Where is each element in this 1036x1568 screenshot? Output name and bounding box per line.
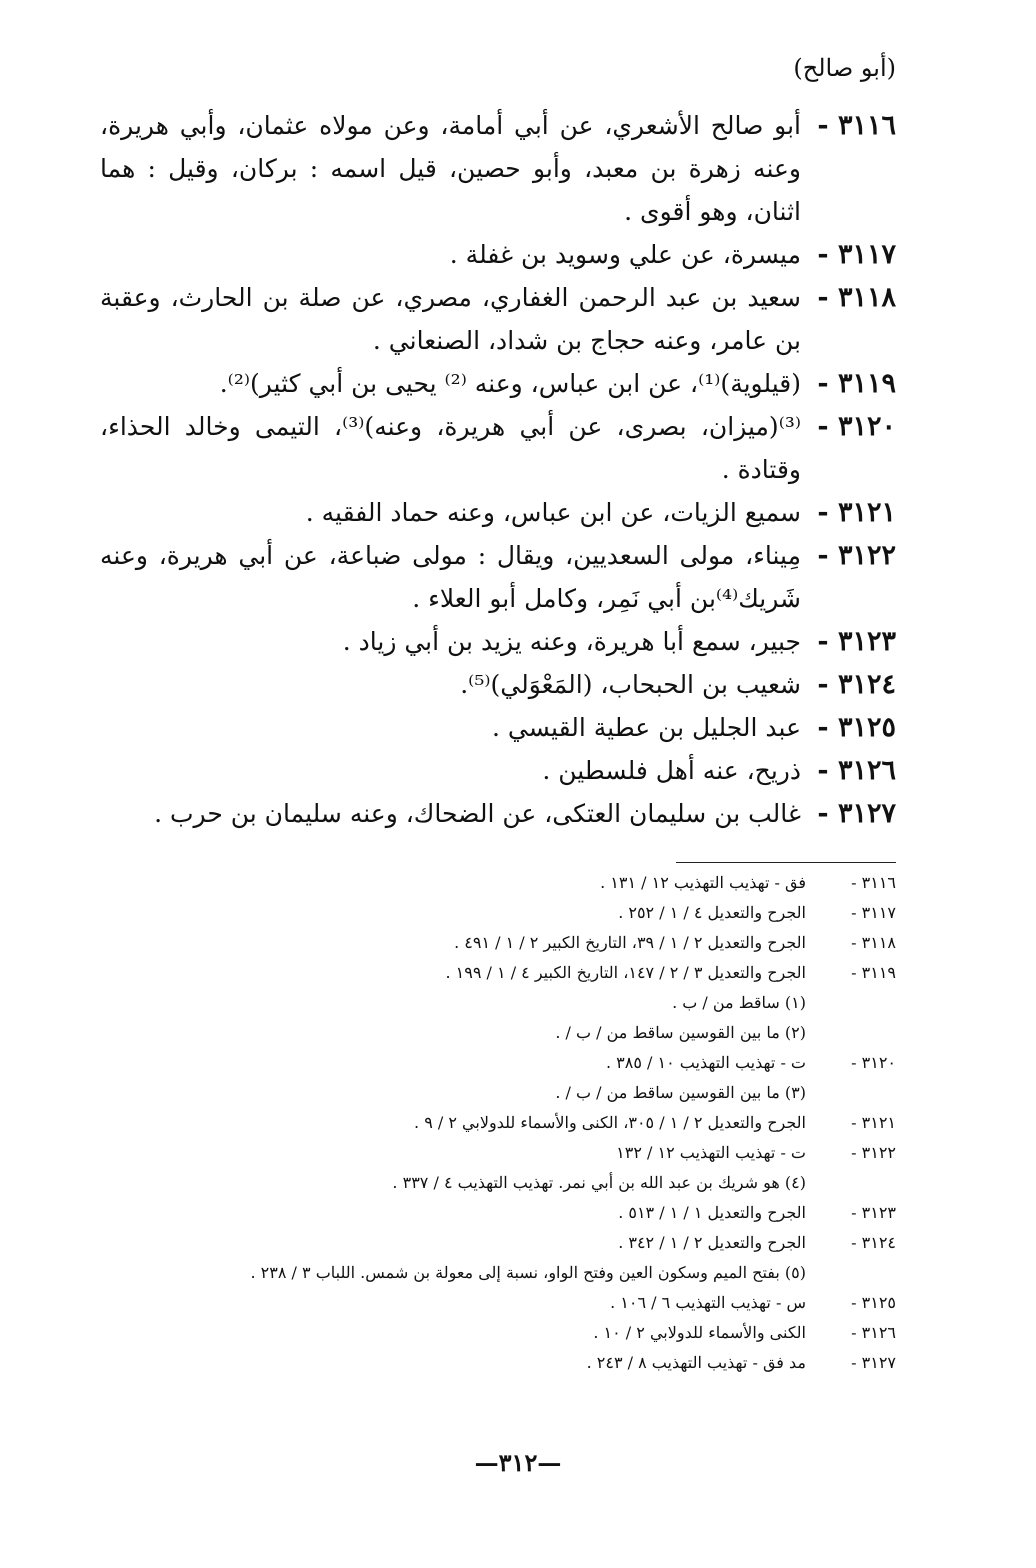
footnote-item xyxy=(160,1078,896,1108)
entry-text: شعيب بن الحبحاب، (المَعْوَلي)⁽⁵⁾. xyxy=(460,670,801,699)
entry-number: ٣١٢٢ - xyxy=(817,540,896,571)
entry-number: ٣١٢١ - xyxy=(817,497,896,528)
footnote-number: ٣١٢٥ - xyxy=(851,1293,896,1312)
footnote-text: الجرح والتعديل ٢ / ١ / ٣٤٢ . xyxy=(618,1233,806,1252)
footnote-item xyxy=(160,1198,896,1228)
footnote-divider xyxy=(676,862,896,863)
footnote-text: س - تهذيب التهذيب ٦ / ١٠٦ . xyxy=(610,1293,806,1312)
entry-number: ٣١١٨ - xyxy=(817,282,896,313)
entry-text: أبو صالح الأشعري، عن أبي أمامة، وعن مولاه عثمان، وأبي هريرة، وعنه زهرة بن معبد، وأبو حصين، قيل اسمه : بركان، وقيل : هما اثنان، وهو أقوى . xyxy=(100,111,801,226)
entry-item xyxy=(100,362,896,405)
footnote-item xyxy=(160,1018,896,1048)
entry-number: ٣١١٦ - xyxy=(817,110,896,141)
footnote-number: ٣١١٨ - xyxy=(851,933,896,952)
footnote-item xyxy=(160,898,896,928)
entry-item xyxy=(100,491,896,534)
entry-text: ذريح، عنه أهل فلسطين . xyxy=(542,756,801,785)
entry-number: ٣١٢٣ - xyxy=(817,626,896,657)
footnote-item xyxy=(160,1348,896,1378)
entries-list xyxy=(100,104,896,835)
entry-item xyxy=(100,792,896,835)
entry-item xyxy=(100,276,896,362)
entry-text: عبد الجليل بن عطية القيسي . xyxy=(492,713,801,742)
footnote-text: ت - تهذيب التهذيب ١٠ / ٣٨٥ . xyxy=(606,1053,806,1072)
running-header: (أبو صالح) xyxy=(793,54,896,82)
footnote-item xyxy=(160,988,896,1018)
footnote-item xyxy=(160,1228,896,1258)
entry-text: سعيد بن عبد الرحمن الغفاري، مصري، عن صلة بن الحارث، وعقبة بن عامر، وعنه حجاج بن شداد، الصنعاني . xyxy=(100,283,801,355)
entry-item xyxy=(100,663,896,706)
entry-number: ٣١١٧ - xyxy=(817,239,896,270)
footnote-text: (٣) ما بين القوسين ساقط من / ب / . xyxy=(555,1083,806,1102)
footnote-item xyxy=(160,958,896,988)
page-number: —٣١٢— xyxy=(474,1448,562,1477)
footnote-text: الجرح والتعديل ٢ / ١ / ٣٩، التاريخ الكبير ٢ / ١ / ٤٩١ . xyxy=(454,933,806,952)
entry-number: ٣١٢٧ - xyxy=(817,798,896,829)
footnote-item xyxy=(160,1138,896,1168)
footnote-item xyxy=(160,1258,896,1288)
entry-item xyxy=(100,534,896,620)
entry-item xyxy=(100,749,896,792)
footnote-number: ٣١٢٢ - xyxy=(851,1143,896,1162)
footnote-item xyxy=(160,1318,896,1348)
footnote-item xyxy=(160,868,896,898)
footnote-text: الكنى والأسماء للدولابي ٢ / ١٠ . xyxy=(593,1323,806,1342)
entry-text: (قيلوية)⁽¹⁾، عن ابن عباس، وعنه ⁽²⁾ يحيى بن أبي كثير)⁽²⁾. xyxy=(219,369,801,398)
footnote-number: ٣١١٩ - xyxy=(851,963,896,982)
footnote-text: فق - تهذيب التهذيب ١٢ / ١٣١ . xyxy=(600,873,806,892)
footnote-item xyxy=(160,1108,896,1138)
footnote-text: الجرح والتعديل ١ / ١ / ٥١٣ . xyxy=(618,1203,806,1222)
footnote-text: الجرح والتعديل ٣ / ٢ / ١٤٧، التاريخ الكبير ٤ / ١ / ١٩٩ . xyxy=(445,963,806,982)
entry-number: ٣١٢٠ - xyxy=(817,411,896,442)
footnote-text: (٤) هو شريك بن عبد الله بن أبي نمر. تهذيب التهذيب ٤ / ٣٣٧ . xyxy=(392,1173,806,1192)
footnote-number: ٣١١٧ - xyxy=(851,903,896,922)
footnote-text: (٢) ما بين القوسين ساقط من / ب / . xyxy=(555,1023,806,1042)
footnote-item xyxy=(160,1288,896,1318)
footnote-number: ٣١٢٦ - xyxy=(851,1323,896,1342)
footnote-text: (٥) بفتح الميم وسكون العين وفتح الواو، نسبة إلى معولة بن شمس. اللباب ٣ / ٢٣٨ . xyxy=(250,1263,806,1282)
footnote-item xyxy=(160,1048,896,1078)
entry-text: ميسرة، عن علي وسويد بن غفلة . xyxy=(449,240,801,269)
footnote-text: مد فق - تهذيب التهذيب ٨ / ٢٤٣ . xyxy=(586,1353,806,1372)
entry-text: غالب بن سليمان العتكى، عن الضحاك، وعنه سليمان بن حرب . xyxy=(154,799,801,828)
entry-text: جبير، سمع أبا هريرة، وعنه يزيد بن أبي زياد . xyxy=(342,627,801,656)
footnote-number: ٣١٢١ - xyxy=(851,1113,896,1132)
footnote-text: الجرح والتعديل ٢ / ١ / ٣٠٥، الكنى والأسماء للدولابي ٢ / ٩ . xyxy=(414,1113,806,1132)
entry-item xyxy=(100,233,896,276)
entry-item xyxy=(100,620,896,663)
footnote-number: ٣١١٦ - xyxy=(851,873,896,892)
entry-number: ٣١٢٥ - xyxy=(817,712,896,743)
entry-text: سميع الزيات، عن ابن عباس، وعنه حماد الفقيه . xyxy=(305,498,801,527)
entry-number: ٣١٢٤ - xyxy=(817,669,896,700)
footnote-item xyxy=(160,928,896,958)
footnote-number: ٣١٢٣ - xyxy=(851,1203,896,1222)
entry-number: ٣١٢٦ - xyxy=(817,755,896,786)
footnote-text: (١) ساقط من / ب . xyxy=(672,993,806,1012)
footnote-item xyxy=(160,1168,896,1198)
footnotes-list xyxy=(160,868,896,1378)
entry-item xyxy=(100,706,896,749)
entry-number: ٣١١٩ - xyxy=(817,368,896,399)
footnote-text: ت - تهذيب التهذيب ١٢ / ١٣٢ xyxy=(616,1143,806,1162)
footnote-number: ٣١٢٧ - xyxy=(851,1353,896,1372)
entry-text: مِيناء، مولى السعديين، ويقال : مولى ضباعة، عن أبي هريرة، وعنه شَريك⁽⁴⁾بن أبي نَمِر، وكامل أبو العلاء . xyxy=(100,541,801,613)
footnote-number: ٣١٢٤ - xyxy=(851,1233,896,1252)
entry-item xyxy=(100,104,896,233)
footnote-number: ٣١٢٠ - xyxy=(851,1053,896,1072)
footnote-text: الجرح والتعديل ٤ / ١ / ٢٥٢ . xyxy=(618,903,806,922)
entry-item xyxy=(100,405,896,491)
entry-text: ⁽³⁾(ميزان، بصرى، عن أبي هريرة، وعنه)⁽³⁾، التيمى وخالد الحذاء، وقتادة . xyxy=(100,412,802,484)
